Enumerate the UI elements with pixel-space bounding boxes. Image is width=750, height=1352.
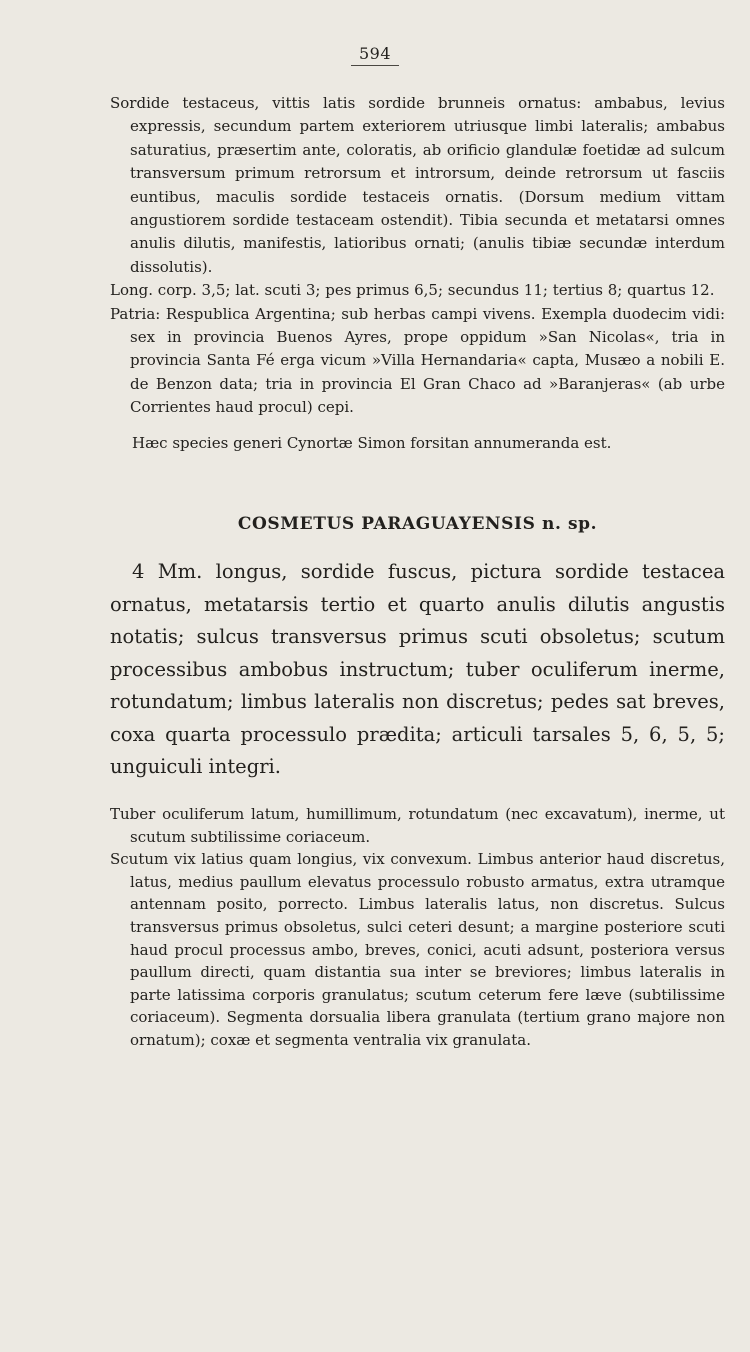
measurements-paragraph: Long. corp. 3,5; lat. scuti 3; pes primus 6,5; secundus 11; tertius 8; quartus 12. bbox=[110, 281, 715, 300]
remark-paragraph: Hæc species generi Cynortæ Simon forsitan annumeranda est. bbox=[132, 433, 612, 452]
page-body bbox=[110, 92, 725, 1052]
description-paragraph-coloration: Sordide testaceus, vittis latis sordide brunneis ornatus: ambabus, levius expressis, secundum partem exteriorem utriusque limbi lateralis; ambabus saturatius, præsertim ante, coloratis, ab orificio glandulæ foetidæ ad sulcum transversum primum retrorsum et introrsum, deinde retrorsum ut fasciis euntibus, maculis sordide testaceis ornatis. (Dorsum medium vittam angustiorem sordide testaceam ostendit). Tibia secunda et metatarsi omnes anulis dilutis, manifestis, latioribus ornati; (anulis tibiæ secundæ interdum dissolutis). bbox=[110, 94, 725, 276]
scutum-description: Scutum vix latius quam longius, vix convexum. Limbus anterior haud discretus, latus, medius paullum elevatus processulo robusto armatus, extra utramque antennam posito, porrecto. Limbus lateralis latus, non discretus. Sulcus transversus primus obsoletus, sulci ceteri desunt; a margine posteriore scuti haud procul processus ambo, breves, conici, acuti adsunt, posteriora versus paullum directi, quam distantia sua inter se breviores; limbus lateralis in parte latissima corporis granulatus; scutum ceterum fere læve (subtilissime coriaceum). Segmenta dorsualia libera granulata (tertium grano majore non ornatum); coxæ et segmenta ventralia vix granulata. bbox=[110, 850, 725, 1050]
page-number-text: 594 bbox=[351, 44, 399, 66]
diagnosis-paragraph: 4 Mm. longus, sordide fuscus, pictura sordide testacea ornatus, metatarsis tertio et quarto anulis dilutis angustis notatis; sulcus transversus primus scuti obsoletus; scutum processibus ambobus instructum; tuber oculiferum inerme, rotundatum; limbus lateralis non discretus; pedes sat breves, coxa quarta processulo prædita; articuli tarsales 5, 6, 5, 5; unguiculi integri. bbox=[110, 560, 725, 779]
species-heading: COSMETUS PARAGUAYENSIS n. sp. bbox=[237, 514, 598, 535]
page-number bbox=[0, 44, 750, 66]
locality-paragraph: Patria: Respublica Argentina; sub herbas campi vivens. Exempla duodecim vidi: sex in provincia Buenos Ayres, prope oppidum »San Nicolas«, tria in provincia Santa Fé erga vicum »Villa Hernandaria« capta, Musæo a nobili E. de Benzon data; tria in provincia El Gran Chaco ad »Baranjeras« (ab urbe Corrientes haud procul) cepi. bbox=[110, 304, 725, 417]
tuber-description: Tuber oculiferum latum, humillimum, rotundatum (nec excavatum), inerme, ut scutum subtilissime coriaceum. bbox=[110, 805, 725, 846]
